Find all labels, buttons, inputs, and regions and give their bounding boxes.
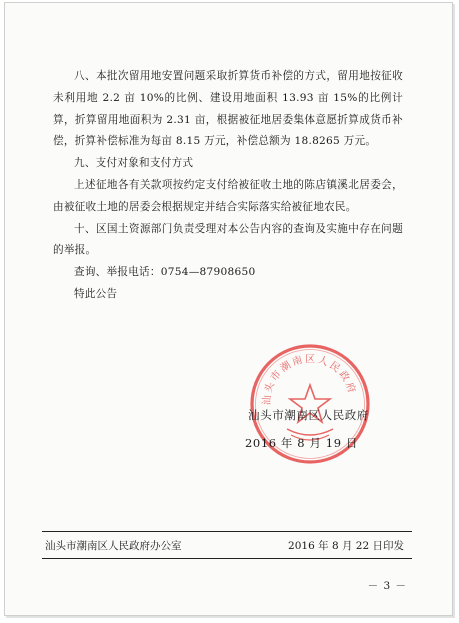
notice-body (53, 66, 403, 306)
document-page (4, 2, 453, 616)
page-number: － 3 － (367, 580, 407, 592)
svg-text:汕头市潮南区人民政府 (260, 352, 360, 405)
print-date: 2016 年 8 月 22 日印发 (288, 540, 404, 552)
paragraph-hotline: 查询、举报电话：0754—87908650 (74, 266, 256, 279)
signature-block (245, 401, 369, 457)
document-footer (42, 531, 412, 559)
issuing-office: 汕头市潮南区人民政府办公室 (45, 540, 182, 552)
paragraph-payment: 上述征地各有关款项按约定支付给被征收土地的陈店镇溪北居委会，由被征收土地的居委会根据规定并结合实际落实给被征地农民。 (53, 178, 403, 213)
signing-organization: 汕头市潮南区人民政府 (248, 408, 369, 422)
seal-text: 汕头市潮南区人民政府 (261, 353, 358, 406)
paragraph-compensation: 八、本批次留用地安置问题采取折算货币补偿的方式，留用地按征收未利用地 2.2 亩 10%的比例、建设用地面积 13.93 亩 15%的比例计算，折算留用地面积为 2.31 亩，根据被征地居委集体意愿折算成货币补偿，折算补偿标准为每亩 8.15 万元，补偿总额为 18.8265 万元。 (53, 70, 403, 148)
paragraph-inquiry: 十、区国土资源部门负责受理对本公告内容的查询及实施中存在问题的举报。 (53, 222, 403, 257)
signing-date: 2016 年 8 月 19 日 (245, 436, 358, 450)
heading-payment: 九、支付对象和支付方式 (74, 157, 194, 170)
paragraph-closing: 特此公告 (74, 287, 118, 300)
